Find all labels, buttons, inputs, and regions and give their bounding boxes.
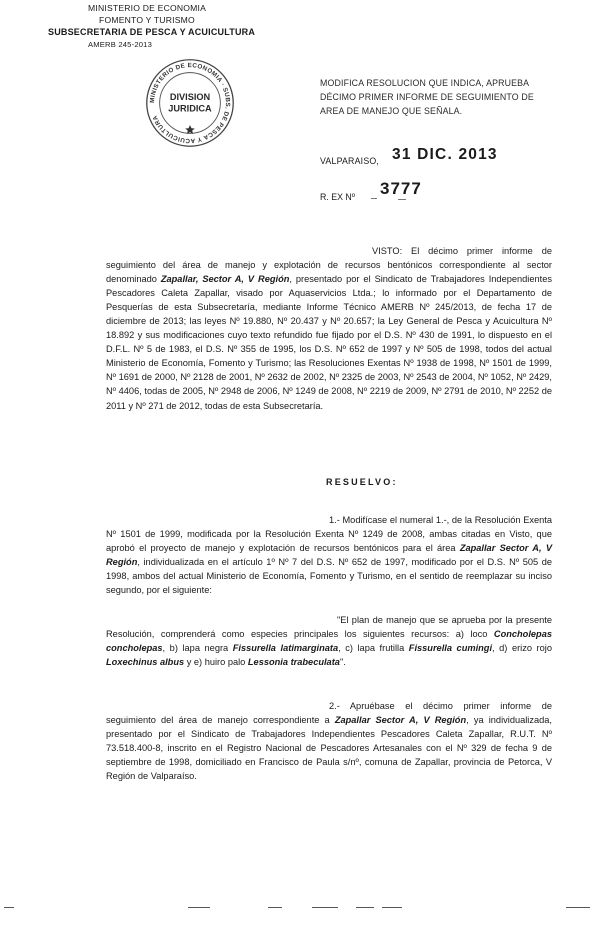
species-1: Concholepas concholepas [106, 629, 552, 654]
quote-paragraph: "El plan de manejo que se aprueba por la presente Resolución, comprenderá como especies principales los siguientes recursos: a) loco Concholepas concholepas, b) lapa negra Fissurella latimarginata, c) lapa frutilla Fissurella cumingi, d) erizo rojo Loxechinus albus y e) huiro palo Lessonia trabeculata". [106, 615, 552, 668]
ministry-name: MINISTERIO DE ECONOMIA [88, 3, 207, 13]
replacement-quote [106, 613, 552, 669]
resolution-subject: MODIFICA RESOLUCION QUE INDICA, APRUEBA DÉCIMO PRIMER INFORME DE SEGUIMIENTO DE AREA DE MANEJO QUE SEÑALA. [320, 78, 534, 116]
item-2-paragraph: 2.- Apruébase el décimo primer informe de seguimiento del área de manejo correspondiente a Zapallar Sector A, V Región, ya individualizada, presentado por el Sindicato de Trabajadores Independientes Pescadores Caleta Zapallar, R.U.T. Nº 73.518.400-8, inscrito en el Registro Nacional de Pescadores Artesanales con el Nº 329 de fecha 9 de septiembre de 1998, domiciliado en Francisco de Paula s/nº, comuna de Zapallar, provincia de Petorca, V Región de Valparaíso. [106, 701, 552, 782]
species-3: Fissurella cumingi [408, 643, 493, 654]
svg-text:MINISTERIO DE ECONOMIA · SUBS.: MINISTERIO DE ECONOMIA · SUBS. DE PESCA Y ACUICULTURA [149, 62, 231, 144]
resolution-item-1 [106, 513, 552, 597]
sector-name: Zapallar, Sector A, V Región [160, 274, 290, 285]
ministry-subtitle: FOMENTO Y TURISMO [99, 15, 195, 25]
place-label: VALPARAISO, [320, 156, 380, 166]
resolution-item-2 [106, 699, 552, 783]
subsecretaria-name: SUBSECRETARIA DE PESCA Y ACUICULTURA [48, 27, 256, 37]
item-1-area: Zapallar Sector A, V Región [106, 543, 552, 568]
species-4: Loxechinus albus [106, 657, 185, 668]
resolution-number: 3777 [380, 179, 422, 198]
visto-paragraph: VISTO: El décimo primer informe de seguimiento del área de manejo y explotación de recursos bentónicos correspondiente al sector denominado Zapallar, Sector A, V Región, presentado por el Sindicato de Trabajadores Independientes Pescadores Caleta Zapallar, visado por Aquaservicios Ltda.; lo informado por el Departamento de Pesquerías de esta Subsecretaría, mediante Informe Técnico AMERB Nº 245/2013, de fecha 17 de diciembre de 2013; las leyes Nº 19.880, Nº 20.437 y Nº 20.657; la Ley General de Pesca y Acuicultura Nº 18.892 y sus modificaciones cuyo texto refundido fue fijado por el D.S. Nº 430 de 1991, lo dispuesto en el D.F.L. Nº 5 de 1983, el D.S. Nº 355 de 1995, los D.S. Nº 652 de 1997 y Nº 505 de 1998, todos del actual Ministerio de Economía, Fomento y Turismo; las Resoluciones Exentas Nº 1938 de 1998, Nº 1501 de 1999, Nº 1691 de 2000, Nº 2128 de 2001, Nº 2632 de 2002, Nº 2325 de 2003, Nº 2543 de 2004, Nº 1052, Nº 2429, Nº 4406, todas de 2005, Nº 2948 de 2006, Nº 1249 de 2008, Nº 2219 de 2009, Nº 2791 de 2010, Nº 2252 de 2011 y Nº 271 de 2012, todas de esta Subsecretaría. [106, 246, 552, 411]
svg-text:DIVISION: DIVISION [169, 92, 211, 103]
species-2: Fissurella latimarginata [232, 643, 339, 654]
item-2-area: Zapallar Sector A, V Región [334, 715, 467, 726]
item-1-paragraph: 1.- Modifícase el numeral 1.-, de la Resolución Exenta Nº 1501 de 1999, modificada por la Resolución Exenta Nº 1249 de 2008, ambas citadas en Visto, que aprobó el proyecto de manejo y explotación de recursos bentónicos para el área Zapallar Sector A, V Región, individualizada en el artículo 1º Nº 7 del D.S. Nº 652 de 1997, modificado por el D.S. Nº 505 de 1998, ambos del actual Ministerio de Economía, Fomento y Turismo, en el sentido de reemplazar su inciso segundo, por el siguiente: [106, 515, 552, 596]
division-juridica-stamp [144, 57, 236, 149]
visto-section [106, 244, 552, 413]
species-5: Lessonia trabeculata [247, 657, 340, 668]
resolution-date: 31 DIC. 2013 [392, 146, 498, 163]
svg-text:JURIDICA: JURIDICA [168, 103, 212, 114]
resuelvo-heading: RESUELVO: [326, 477, 398, 487]
resolution-number-label: R. EX Nº [320, 192, 355, 202]
file-reference: AMERB 245-2013 [88, 40, 153, 49]
